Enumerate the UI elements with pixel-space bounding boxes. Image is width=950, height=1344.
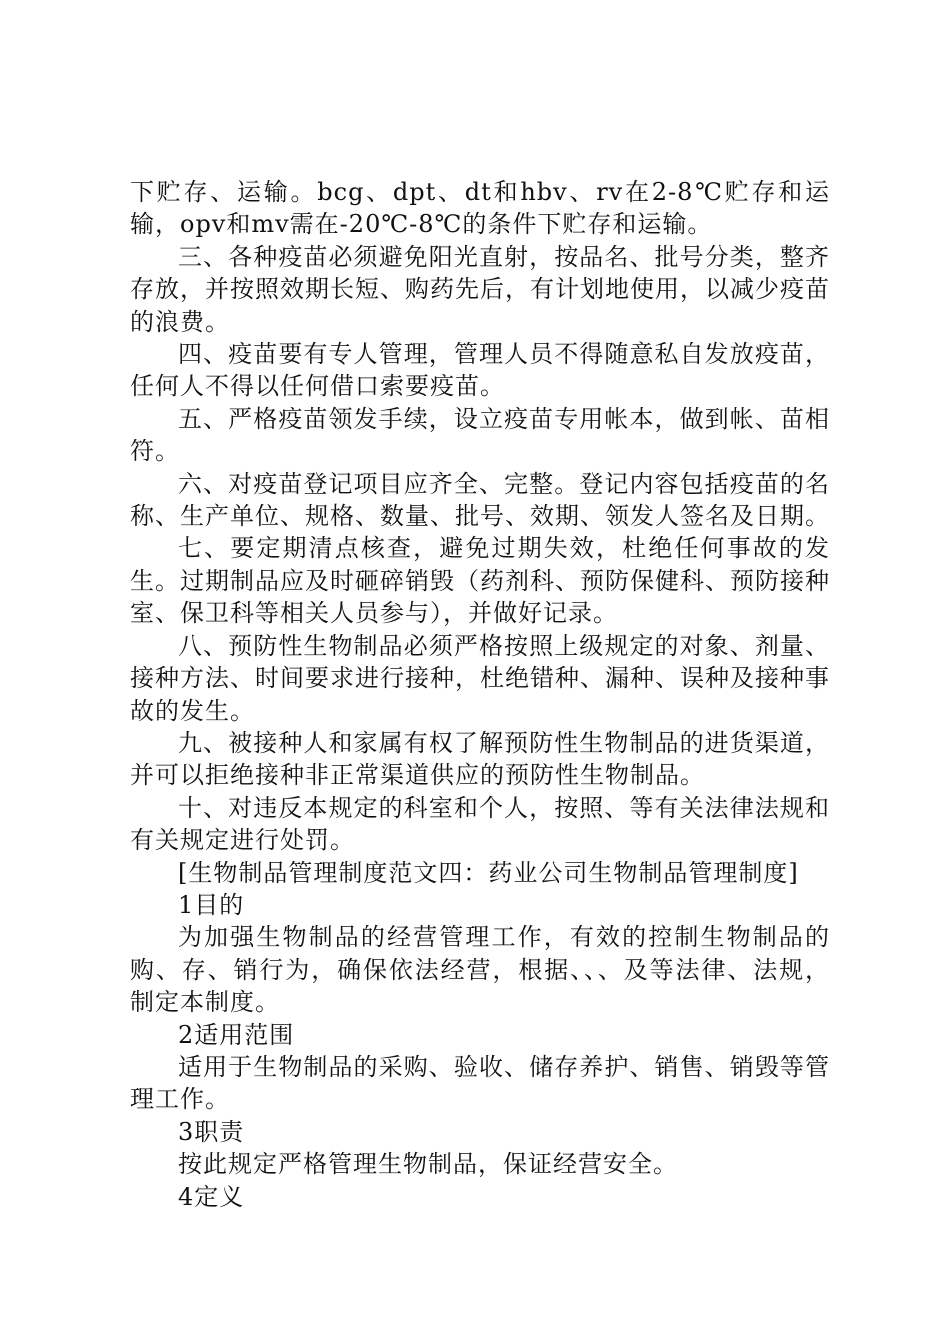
paragraph-item-5: 五、严格疫苗领发手续，设立疫苗专用帐本，做到帐、苗相符。: [130, 404, 830, 466]
heading-scope: 2适用范围: [178, 1020, 295, 1049]
paragraph-item-10: 十、对违反本规定的科室和个人，按照、等有关法律法规和有关规定进行处罚。: [130, 793, 830, 855]
document-body: [130, 176, 830, 1213]
paragraph-scope: 适用于生物制品的采购、验收、储存养护、销售、销毁等管理工作。: [130, 1052, 830, 1114]
heading-purpose: 1目的: [178, 890, 245, 919]
paragraph-responsibilities: 按此规定严格管理生物制品，保证经营安全。: [178, 1150, 678, 1179]
paragraph-item-7: 七、要定期清点核查，避免过期失效，杜绝任何事故的发生。过期制品应及时砸碎销毁（药剂科、预防保健科、预防接种室、保卫科等相关人员参与），并做好记录。: [130, 534, 830, 628]
paragraph-item-6: 六、对疫苗登记项目应齐全、完整。登记内容包括疫苗的名称、生产单位、规格、数量、批号、效期、领发人签名及日期。: [130, 469, 830, 531]
section-heading-sample-4: [生物制品管理制度范文四：药业公司生物制品管理制度]: [178, 858, 799, 887]
paragraph-item-3: 三、各种疫苗必须避免阳光直射，按品名、批号分类，整齐存放，并按照效期长短、购药先后，有计划地使用，以减少疫苗的浪费。: [130, 242, 830, 336]
heading-definitions: 4定义: [178, 1182, 245, 1211]
paragraph-purpose: 为加强生物制品的经营管理工作，有效的控制生物制品的购、存、销行为，确保依法经营，根据、、、及等法律、法规，制定本制度。: [130, 923, 830, 1017]
paragraph-item-9: 九、被接种人和家属有权了解预防性生物制品的进货渠道，并可以拒绝接种非正常渠道供应的预防性生物制品。: [130, 728, 830, 790]
heading-responsibilities: 3职责: [178, 1117, 245, 1146]
paragraph-item-4: 四、疫苗要有专人管理，管理人员不得随意私自发放疫苗，任何人不得以任何借口索要疫苗。: [130, 340, 830, 401]
paragraph-item-8: 八、预防性生物制品必须严格按照上级规定的对象、剂量、接种方法、时间要求进行接种，杜绝错种、漏种、误种及接种事故的发生。: [130, 631, 830, 725]
paragraph-storage-transport: 下贮存、运输。bcg、dpt、dt和hbv、rv在2-8℃贮存和运输，opv和mv需在-20℃-8℃的条件下贮存和运输。: [130, 178, 830, 239]
